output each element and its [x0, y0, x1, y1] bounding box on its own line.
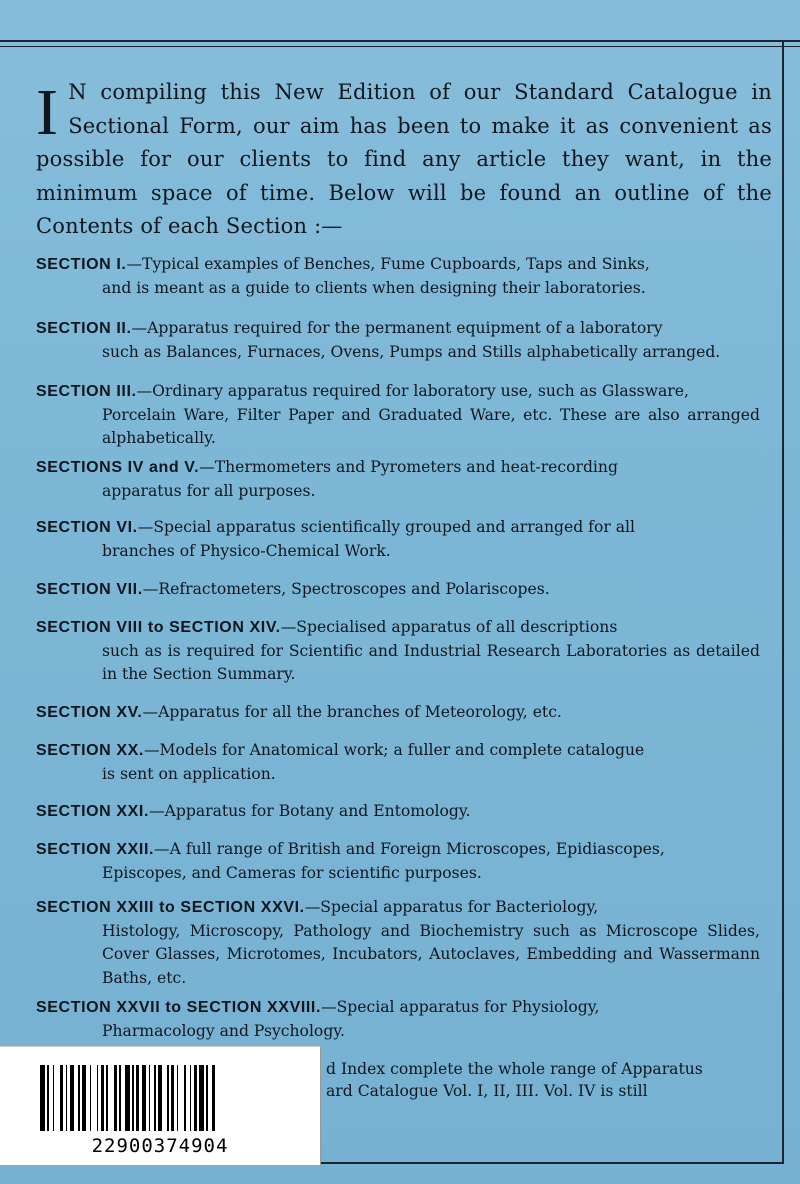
barcode-bar [53, 1065, 55, 1131]
section-vi [36, 516, 760, 563]
section-head: SECTION XX. [36, 742, 144, 759]
section-cont: such as Balances, Furnaces, Ovens, Pumps and Stills alphabetically arranged. [102, 342, 721, 361]
section-head: SECTION XXVII to SECTION XXVIII. [36, 999, 322, 1016]
closing-line-2: ard Catalogue Vol. I, II, III. Vol. IV is still [326, 1082, 648, 1100]
barcode-bars [40, 1065, 292, 1131]
intro-paragraph [36, 76, 772, 244]
section-cont: apparatus for all purposes. [102, 481, 316, 500]
barcode-bar [119, 1065, 121, 1131]
intro-text: N compiling this New Edition of our Standard Catalogue in Sectional Form, our aim has been to make it as convenient as possible for our clients to find any article they want, in the minimum space of time. Below will be found an outline of the Contents of each Section :— [36, 80, 772, 238]
barcode-bar [47, 1065, 49, 1131]
barcode-bar [212, 1065, 215, 1131]
frame-bottom-rule [320, 1162, 784, 1164]
section-body: —Refractometers, Spectroscopes and Polariscopes. [142, 580, 550, 598]
section-viii-xiv [36, 616, 760, 687]
section-head: SECTION VII. [36, 581, 143, 598]
frame-top-rule-inner [0, 46, 800, 47]
barcode-bar [132, 1065, 134, 1131]
section-head: SECTION XXI. [36, 803, 149, 820]
section-cont: Pharmacology and Psychology. [102, 1021, 345, 1040]
barcode-bar [158, 1065, 161, 1131]
barcode-bar [66, 1065, 68, 1131]
section-body: —Typical examples of Benches, Fume Cupboards, Taps and Sinks, [126, 255, 650, 273]
section-head: SECTION I. [36, 256, 127, 273]
barcode-bar [194, 1065, 197, 1131]
section-xxii [36, 838, 760, 885]
section-body: —Apparatus required for the permanent equipment of a laboratory [131, 319, 663, 337]
section-vii [36, 578, 760, 602]
section-ii [36, 317, 760, 364]
barcode-bar [40, 1065, 45, 1131]
section-body: —Models for Anatomical work; a fuller and complete catalogue [143, 741, 645, 759]
section-xxiii-xxvi [36, 896, 760, 990]
section-body: —Special apparatus scientifically grouped and arranged for all [137, 518, 636, 536]
section-head: SECTION XXIII to SECTION XXVI. [36, 899, 305, 916]
section-cont: Episcopes, and Cameras for scientific purposes. [102, 863, 482, 882]
section-xx [36, 739, 760, 786]
section-xxvii-xxviii [36, 996, 760, 1043]
section-head: SECTION III. [36, 383, 137, 400]
section-body: —Ordinary apparatus required for laboratory use, such as Glassware, [136, 382, 689, 400]
section-cont: Histology, Microscopy, Pathology and Biochemistry such as Microscope Slides, Cover Glasses, Microtomes, Incubators, Autoclaves, Embedding and Wassermann Baths, etc. [102, 921, 760, 987]
section-cont: is sent on application. [102, 764, 276, 783]
barcode-bar [149, 1065, 151, 1131]
section-head: SECTION II. [36, 320, 132, 337]
section-body: —Special apparatus for Physiology, [321, 998, 600, 1016]
section-cont: and is meant as a guide to clients when designing their laboratories. [102, 278, 646, 297]
section-head: SECTION XXII. [36, 841, 155, 858]
barcode-bar [125, 1065, 130, 1131]
frame-top-rule [0, 40, 800, 42]
section-iv-v [36, 456, 760, 503]
barcode-bar [177, 1065, 179, 1131]
section-iii [36, 380, 760, 451]
section-head: SECTION VI. [36, 519, 138, 536]
barcode-bar [206, 1065, 208, 1131]
section-xxi [36, 800, 760, 824]
barcode-bar [167, 1065, 169, 1131]
barcode-bar [60, 1065, 63, 1131]
barcode-bar [154, 1065, 156, 1131]
section-cont: branches of Physico-Chemical Work. [102, 541, 391, 560]
barcode-bar [184, 1065, 186, 1131]
section-body: —Apparatus for Botany and Entomology. [149, 802, 471, 820]
section-cont: such as is required for Scientific and Industrial Research Laboratories as detailed in the Section Summary. [102, 641, 760, 683]
barcode-bar [97, 1065, 99, 1131]
barcode-bar [90, 1065, 92, 1131]
closing-line-1: d Index complete the whole range of Apparatus [326, 1060, 703, 1078]
section-body: —A full range of British and Foreign Microscopes, Epidiascopes, [154, 840, 665, 858]
barcode-bar [199, 1065, 204, 1131]
section-head: SECTIONS IV and V. [36, 459, 200, 476]
barcode-bar [190, 1065, 192, 1131]
library-barcode-label [0, 1046, 321, 1165]
barcode-bar [136, 1065, 139, 1131]
section-body: —Specialised apparatus of all descriptions [280, 618, 618, 636]
barcode-bar [142, 1065, 147, 1131]
section-xv [36, 701, 760, 725]
section-body: —Thermometers and Pyrometers and heat-recording [199, 458, 618, 476]
barcode-bar [70, 1065, 75, 1131]
section-head: SECTION XV. [36, 704, 143, 721]
frame-right-rule [782, 42, 784, 1164]
barcode-bar [78, 1065, 80, 1131]
section-head: SECTION VIII to SECTION XIV. [36, 619, 281, 636]
section-body: —Apparatus for all the branches of Meteorology, etc. [142, 703, 562, 721]
barcode-bar [106, 1065, 108, 1131]
barcode-bar [101, 1065, 104, 1131]
barcode-bar [114, 1065, 117, 1131]
section-body: —Special apparatus for Bacteriology, [304, 898, 599, 916]
drop-cap: I [36, 76, 59, 149]
barcode-bar [171, 1065, 174, 1131]
barcode-number: 22900374904 [91, 1135, 229, 1157]
barcode-bar [82, 1065, 85, 1131]
section-i [36, 253, 760, 300]
section-cont: Porcelain Ware, Filter Paper and Graduated Ware, etc. These are also arranged alphabetically. [102, 405, 760, 447]
